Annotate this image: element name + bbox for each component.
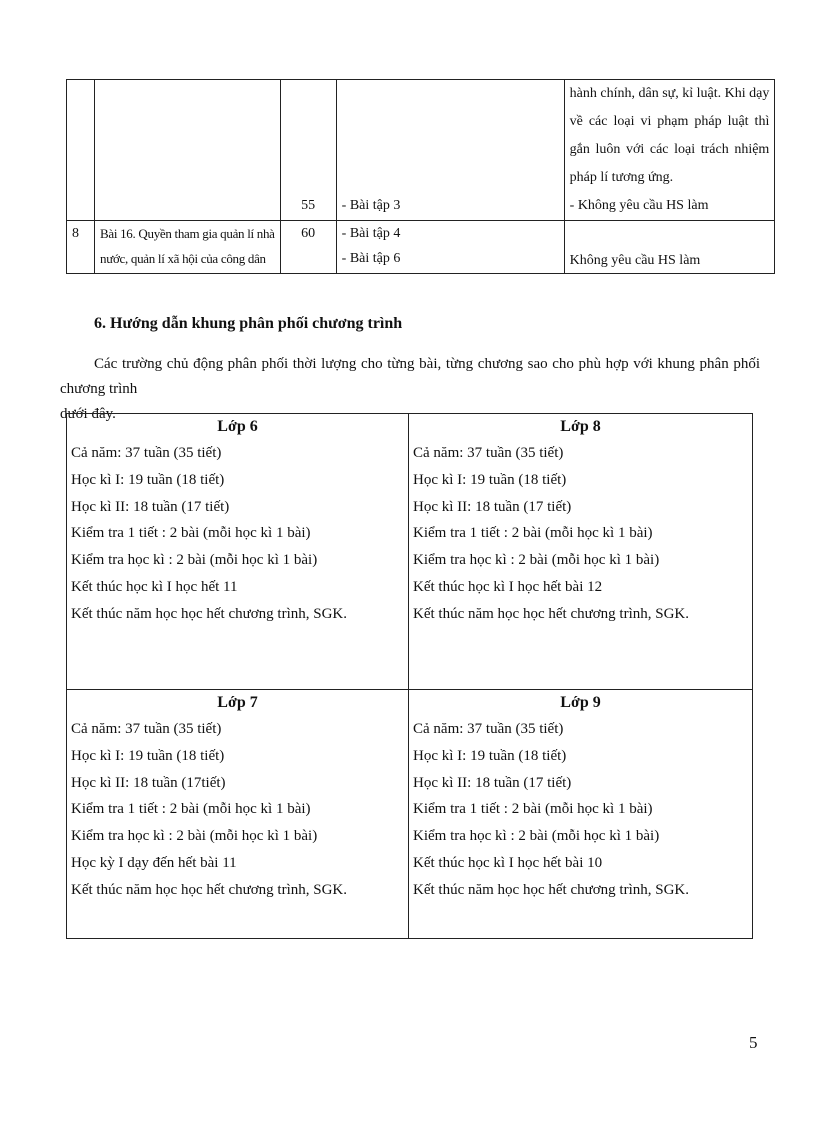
grade-line: Kiểm tra 1 tiết : 2 bài (mỗi học kì 1 bài)	[71, 525, 311, 542]
intro-text: Các trường chủ động phân phối thời lượng cho từng bài, từng chương sao cho phù hợp với khung phân phối chương trình	[60, 356, 760, 397]
exercise-cell	[336, 221, 564, 274]
note-line: hành chính, dân sự, kỉ luật. Khi dạy	[569, 86, 770, 101]
grade-line: Kiểm tra học kì : 2 bài (mỗi học kì 1 bài)	[71, 552, 318, 569]
section-title: 6. Hướng dẫn khung phân phối chương trình	[94, 315, 403, 332]
grade-line: Học kì II: 18 tuần (17tiết)	[71, 774, 226, 791]
note-text: Không yêu cầu HS làm	[569, 253, 701, 268]
grade-line: Học kì I: 19 tuần (18 tiết)	[71, 747, 225, 764]
table-row	[67, 690, 753, 939]
grade-title: Lớp 9	[560, 694, 601, 711]
grade-line: Học kỳ I dạy đến hết bài 11	[71, 854, 237, 871]
lesson-number-cell	[280, 221, 336, 274]
grade-line: Học kì II: 18 tuần (17 tiết)	[71, 498, 230, 515]
grade-line: Kết thúc học kì I học hết bài 10	[413, 854, 603, 871]
grade-line: Học kì I: 19 tuần (18 tiết)	[71, 471, 225, 488]
lesson-cell	[95, 80, 281, 221]
grade-cell-lop8	[409, 414, 753, 690]
grade-distribution-table	[66, 413, 753, 939]
grade-line: Học kì II: 18 tuần (17 tiết)	[413, 774, 572, 791]
grade-title: Lớp 7	[217, 694, 258, 711]
lesson-cell	[95, 221, 281, 274]
grade-line: Kiểm tra 1 tiết : 2 bài (mỗi học kì 1 bài)	[413, 525, 653, 542]
curriculum-table	[66, 79, 775, 274]
lesson-number: 60	[301, 226, 316, 241]
table-row	[67, 80, 775, 221]
note-cell	[564, 221, 775, 274]
grade-line: Kiểm tra học kì : 2 bài (mỗi học kì 1 bài)	[71, 828, 318, 845]
grade-cell-lop9	[409, 690, 753, 939]
grade-title: Lớp 8	[560, 418, 601, 435]
grade-cell-lop7	[67, 690, 409, 939]
grade-line: Học kì I: 19 tuần (18 tiết)	[413, 747, 567, 764]
grade-line: Học kì II: 18 tuần (17 tiết)	[413, 498, 572, 515]
stt-cell	[67, 80, 95, 221]
grade-title: Lớp 6	[217, 418, 258, 435]
exercise-text: - Bài tập 4	[341, 226, 401, 241]
grade-line: Kết thúc năm học học hết chương trình, SGK.	[413, 605, 690, 622]
exercise-cell	[336, 80, 564, 221]
grade-cell-lop6	[67, 414, 409, 690]
grade-line: Kiểm tra học kì : 2 bài (mỗi học kì 1 bài)	[413, 552, 660, 569]
grade-line: Học kì I: 19 tuần (18 tiết)	[413, 471, 567, 488]
note-line: pháp lí tương ứng.	[569, 170, 674, 185]
grade-line: Kết thúc học kì I học hết bài 12	[413, 578, 603, 595]
grade-line: Kiểm tra 1 tiết : 2 bài (mỗi học kì 1 bài)	[71, 801, 311, 818]
grade-line: Cả năm: 37 tuần (35 tiết)	[71, 721, 222, 737]
exercise-text: - Bài tập 3	[341, 198, 401, 213]
grade-line: Cả năm: 37 tuần (35 tiết)	[71, 445, 222, 461]
grade-line: Kết thúc năm học học hết chương trình, SGK.	[71, 881, 348, 898]
grade-line: Kết thúc năm học học hết chương trình, SGK.	[413, 881, 690, 898]
grade-line: Kiểm tra học kì : 2 bài (mỗi học kì 1 bài)	[413, 828, 660, 845]
page-number: 5	[749, 1033, 758, 1052]
note-line: gắn luôn với các loại trách nhiệm	[569, 142, 770, 157]
intro-text: dưới đây.	[60, 406, 116, 422]
grade-line: Cả năm: 37 tuần (35 tiết)	[413, 721, 564, 737]
stt-number: 8	[72, 226, 79, 241]
grade-line: Kết thúc học kì I học hết 11	[71, 578, 238, 595]
stt-cell	[67, 221, 95, 274]
exercise-text: - Bài tập 6	[341, 251, 401, 266]
grade-line: Kết thúc năm học học hết chương trình, SGK.	[71, 605, 348, 622]
grade-line: Cả năm: 37 tuần (35 tiết)	[413, 445, 564, 461]
note-line: - Không yêu cầu HS làm	[569, 198, 709, 213]
note-line: về các loại vi phạm pháp luật thì	[569, 114, 770, 129]
lesson-number-cell	[280, 80, 336, 221]
note-cell	[564, 80, 775, 221]
table-row	[67, 221, 775, 274]
grade-line: Kiểm tra 1 tiết : 2 bài (mỗi học kì 1 bài)	[413, 801, 653, 818]
lesson-number: 55	[301, 198, 316, 213]
lesson-title-line: nước, quản lí xã hội của công dân	[100, 251, 266, 266]
lesson-title-line: Bài 16. Quyền tham gia quản lí nhà	[100, 226, 275, 241]
table-row	[67, 414, 753, 690]
